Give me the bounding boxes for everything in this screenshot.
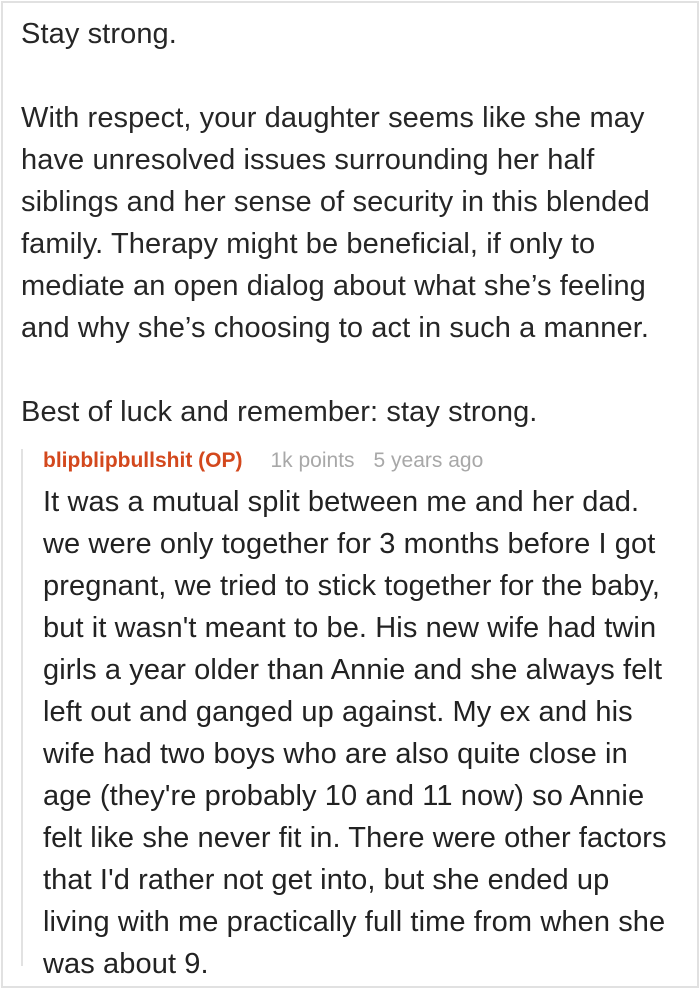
- reply-comment-text: [0, 481, 700, 985]
- text-line: and why she’s choosing to act in such a manner.: [21, 312, 650, 344]
- text-line: was about 9.: [43, 948, 209, 980]
- text-line: girls a year older than Annie and she always felt: [43, 654, 663, 686]
- text-line: It was a mutual split between me and her dad.: [43, 486, 640, 518]
- parent-comment-text: [0, 0, 700, 433]
- reply-comment-header: [0, 447, 700, 475]
- text-line: felt like she never fit in. There were other factors: [43, 822, 667, 854]
- reply-comment: [0, 447, 700, 985]
- text-line: but it wasn't meant to be. His new wife had twin: [43, 612, 657, 644]
- text-line: we were only together for 3 months before I got: [43, 528, 656, 560]
- text-line: Best of luck and remember: stay strong.: [21, 396, 538, 428]
- reply-points: 1k points: [270, 449, 355, 472]
- comment-collapse-thread-line[interactable]: [21, 449, 23, 966]
- text-line: living with me practically full time from when she: [43, 906, 666, 938]
- reply-author-username[interactable]: blipblipbullshit (OP): [43, 449, 243, 472]
- text-line: family. Therapy might be beneficial, if only to: [21, 228, 596, 260]
- text-line: have unresolved issues surrounding her half: [21, 144, 595, 176]
- text-line: that I'd rather not get into, but she ended up: [43, 864, 610, 896]
- text-line: Stay strong.: [21, 18, 177, 50]
- text-line: pregnant, we tried to stick together for the baby,: [43, 570, 661, 602]
- text-line: left out and ganged up against. My ex and his: [43, 696, 633, 728]
- text-line: With respect, your daughter seems like she may: [21, 102, 645, 134]
- text-line: wife had two boys who are also quite close in: [43, 738, 628, 770]
- text-line: [21, 55, 692, 97]
- text-line: siblings and her sense of security in this blended: [21, 186, 650, 218]
- text-line: [21, 349, 692, 391]
- text-line: mediate an open dialog about what she’s feeling: [21, 270, 646, 302]
- reply-timestamp: 5 years ago: [373, 449, 484, 472]
- text-line: age (they're probably 10 and 11 now) so Annie: [43, 780, 645, 812]
